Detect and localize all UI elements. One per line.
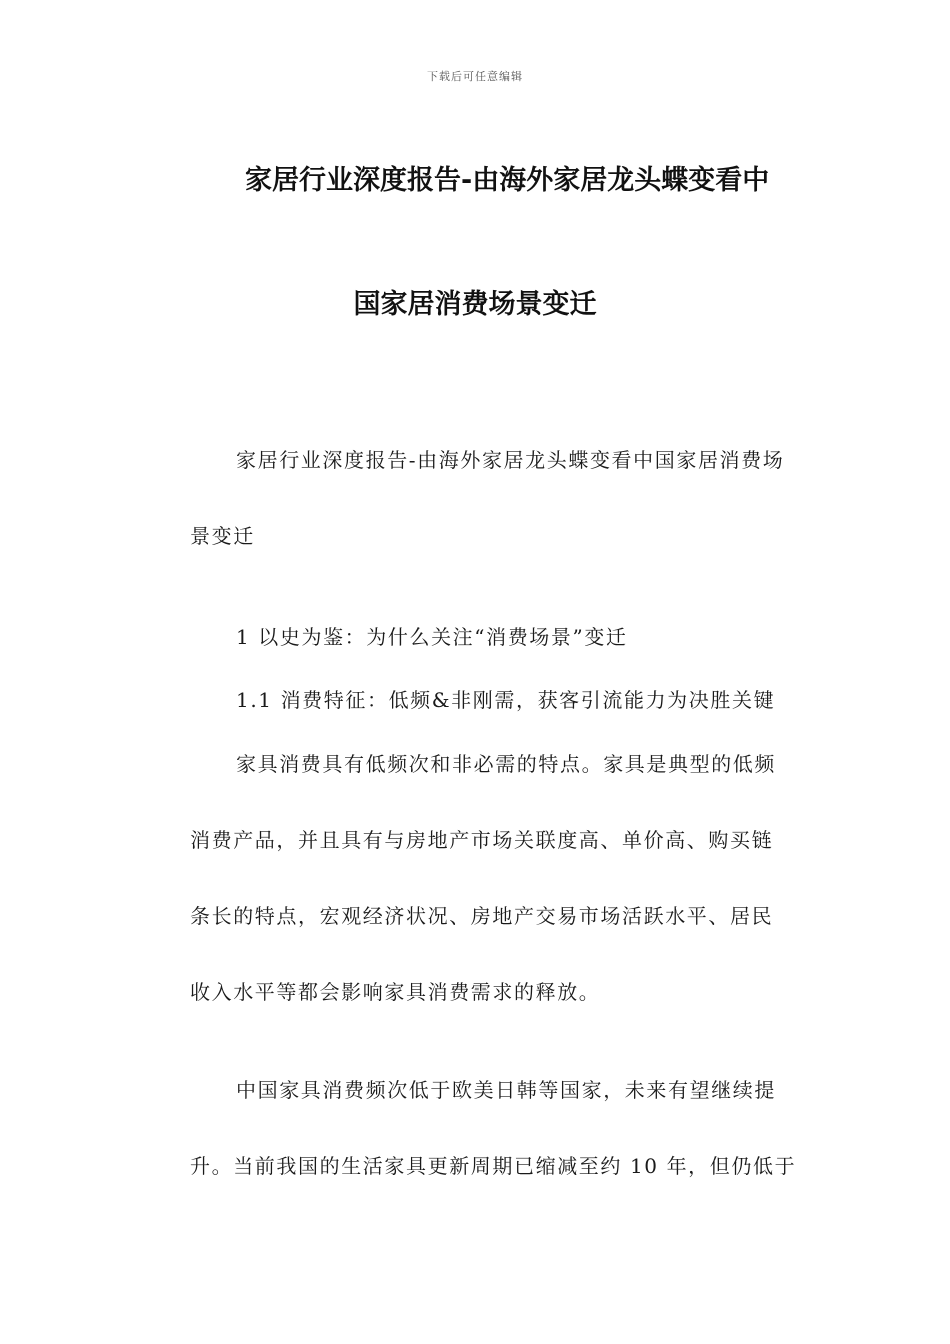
header-note: 下载后可任意编辑 [427,70,523,83]
document-title-line-2: 国家居消费场景变迁 [353,289,597,320]
body-line: 升。当前我国的生活家具更新周期已缩减至约 10 年，但仍低于 [190,1154,797,1178]
body-line: 条长的特点，宏观经济状况、房地产交易市场活跃水平、居民 [190,904,774,928]
body-line: 景变迁 [190,524,255,548]
body-line: 消费产品，并且具有与房地产市场关联度高、单价高、购买链 [190,828,774,852]
document-title-line-1: 家居行业深度报告-由海外家居龙头蝶变看中 [245,165,770,196]
subsection-heading: 1.1 消费特征：低频&非刚需，获客引流能力为决胜关键 [236,688,776,712]
body-line: 收入水平等都会影响家具消费需求的释放。 [190,980,601,1004]
section-heading: 1 以史为鉴：为什么关注“消费场景”变迁 [236,625,628,649]
body-line: 家具消费具有低频次和非必需的特点。家具是典型的低频 [236,752,776,776]
body-line: 中国家具消费频次低于欧美日韩等国家，未来有望继续提 [236,1078,776,1102]
body-line: 家居行业深度报告-由海外家居龙头蝶变看中国家居消费场 [236,448,785,472]
